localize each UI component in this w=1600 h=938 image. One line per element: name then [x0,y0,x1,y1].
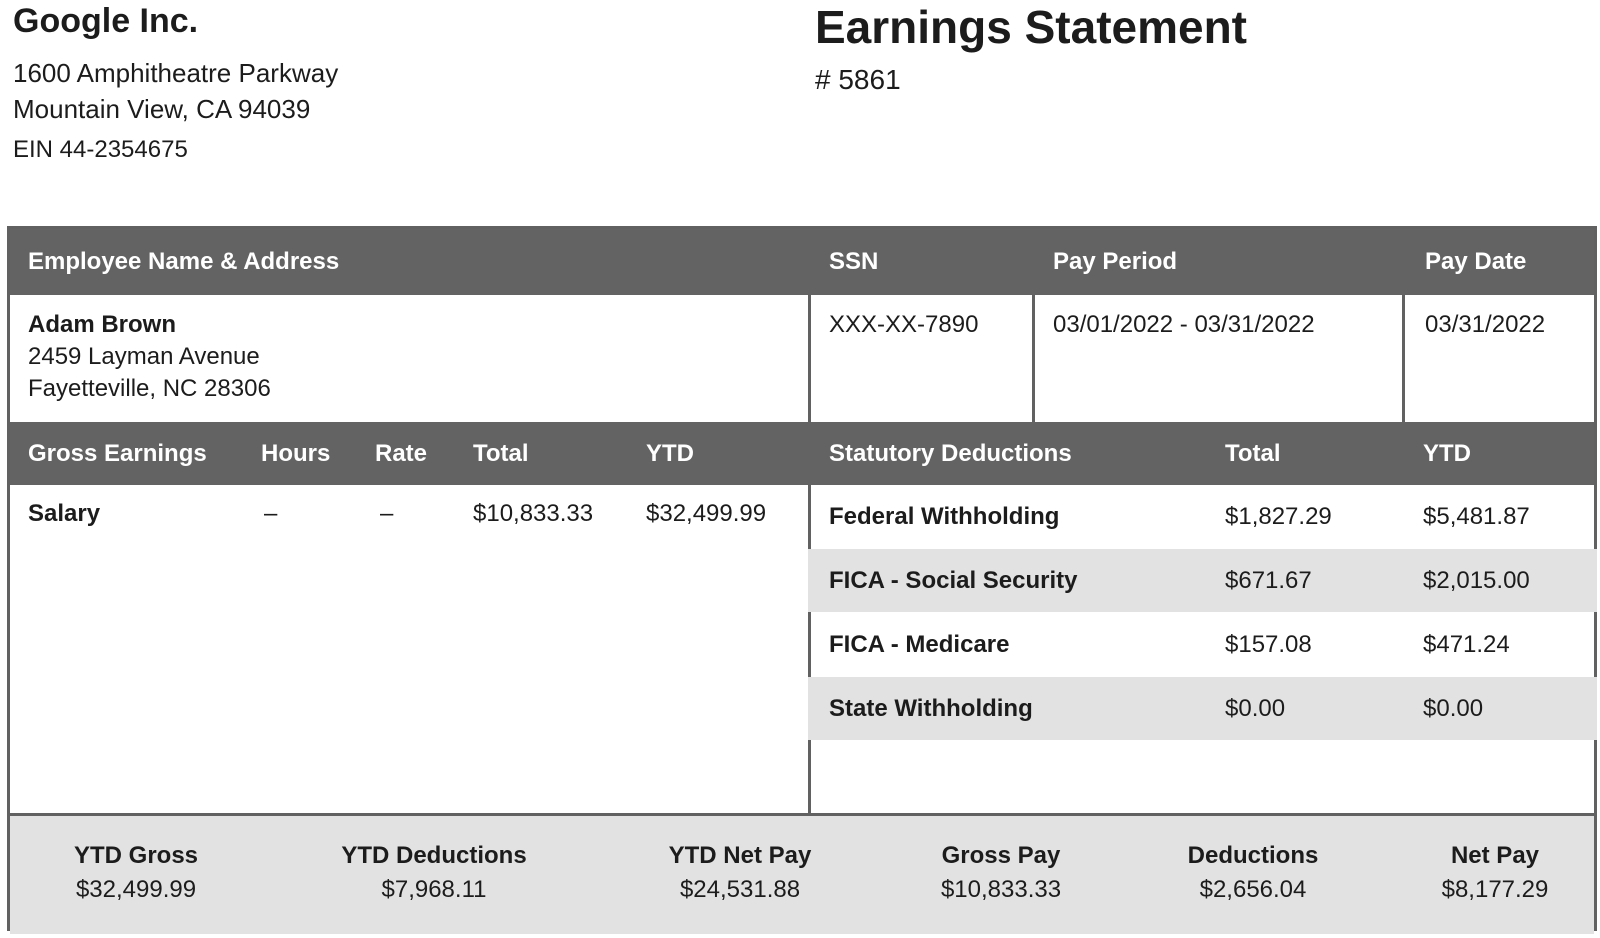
totals-summary [10,816,1594,934]
deductions-total-header: Total [1225,439,1281,467]
total-label: YTD Gross [73,842,199,869]
company-name: Google Inc. [13,2,199,40]
deduction-label: Federal Withholding [829,502,1060,530]
pay-date-value: 03/31/2022 [1425,311,1546,338]
total-item [871,842,1131,904]
deduction-total: $157.08 [1225,630,1312,658]
deduction-ytd: $5,481.87 [1423,502,1530,530]
earnings-deductions-header-row [10,422,1594,485]
info-header-row [10,229,1594,295]
hours-header: Hours [261,439,331,467]
earning-ytd: $32,499.99 [646,500,767,527]
rate-header: Rate [375,439,428,467]
deduction-ytd: $2,015.00 [1423,566,1530,594]
company-address-line1: 1600 Amphitheatre Parkway [13,58,339,88]
employee-address-line1: 2459 Layman Avenue [28,343,260,370]
deduction-row [808,485,1597,548]
pay-period-value: 03/01/2022 - 03/31/2022 [1053,311,1315,338]
divider [1032,295,1035,422]
total-value: $8,177.29 [1441,876,1549,903]
statement-title: Earnings Statement [815,1,1247,53]
total-item [1123,842,1383,904]
earning-label: Salary [28,500,101,527]
total-label: Deductions [1187,842,1319,869]
earnings-total-header: Total [473,439,529,467]
employee-header: Employee Name & Address [28,248,340,275]
pay-date-header: Pay Date [1425,248,1527,275]
statement-number: # 5861 [815,64,901,95]
deduction-ytd: $0.00 [1423,694,1484,722]
earning-hours: – [264,500,278,527]
deductions-ytd-header: YTD [1423,439,1471,467]
deduction-label: State Withholding [829,694,1033,722]
total-value: $32,499.99 [75,876,197,903]
company-address-line2: Mountain View, CA 94039 [13,94,311,124]
total-value: $24,531.88 [679,876,801,903]
employee-name: Adam Brown [28,311,177,338]
total-item [6,842,266,904]
total-value: $10,833.33 [940,876,1062,903]
total-label: YTD Net Pay [668,842,812,869]
deduction-row [808,677,1597,740]
total-value: $7,968.11 [381,876,487,903]
total-item [610,842,870,904]
deduction-row [808,613,1597,676]
gross-earnings-header: Gross Earnings [28,439,207,467]
total-label: Net Pay [1450,842,1540,869]
earning-rate: – [380,500,394,527]
ssn-value: XXX-XX-7890 [829,311,979,338]
earnings-ytd-header: YTD [646,439,694,467]
deduction-label: FICA - Social Security [829,566,1078,594]
ssn-header: SSN [829,248,879,275]
total-item [304,842,564,904]
statutory-deductions-header: Statutory Deductions [829,439,1072,467]
total-label: YTD Deductions [341,842,527,869]
pay-period-header: Pay Period [1053,248,1178,275]
company-ein: EIN 44-2354675 [13,136,188,163]
deduction-total: $0.00 [1225,694,1286,722]
deduction-label: FICA - Medicare [829,630,1010,658]
deduction-total: $1,827.29 [1225,502,1332,530]
deduction-ytd: $471.24 [1423,630,1510,658]
total-label: Gross Pay [941,842,1061,869]
total-value: $2,656.04 [1199,876,1307,903]
employee-address-line2: Fayetteville, NC 28306 [28,375,271,402]
deduction-row [808,549,1597,612]
deduction-total: $671.67 [1225,566,1312,594]
divider [1402,295,1405,422]
total-item [1365,842,1600,904]
divider [808,295,811,422]
earnings-statement-table [7,226,1597,931]
earning-total: $10,833.33 [473,500,594,527]
